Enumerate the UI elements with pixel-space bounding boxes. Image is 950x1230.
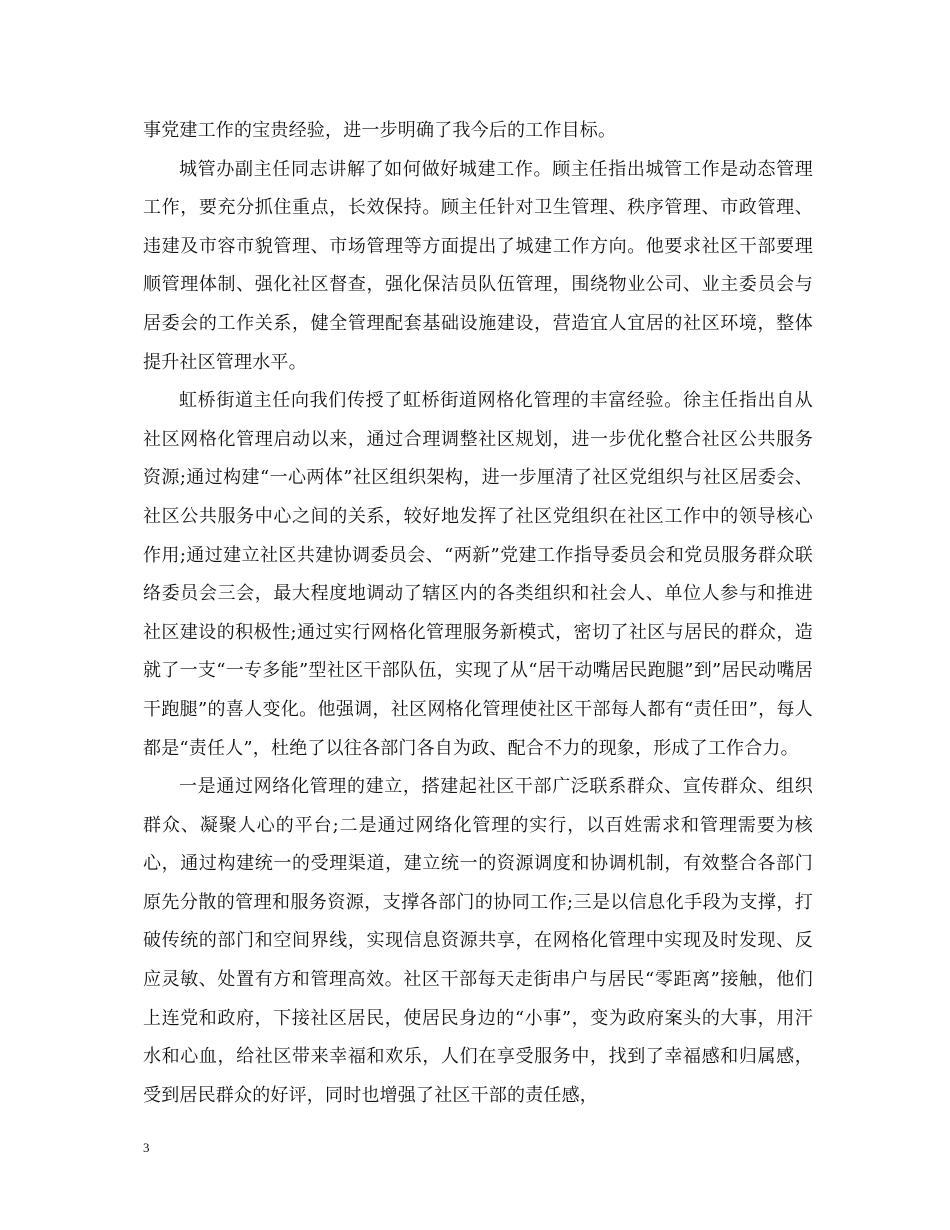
document-body — [143, 112, 813, 1115]
paragraph-urban-management: 城管办副主任同志讲解了如何做好城建工作。顾主任指出城管工作是动态管理工作，要充分抓住重点，长效保持。顾主任针对卫生管理、秩序管理、市政管理、违建及市容市貌管理、市场管理等方面提出了城建工作方向。他要求社区干部要理顺管理体制、强化社区督查，强化保洁员队伍管理，围绕物业公司、业主委员会与居委会的工作关系，健全管理配套基础设施建设，营造宜人宜居的社区环境，整体提升社区管理水平。 — [143, 158, 813, 373]
paragraph-network-management-benefits: 一是通过网络化管理的建立，搭建起社区干部广泛联系群众、宣传群众、组织群众、凝聚人心的平台;二是通过网络化管理的实行，以百姓需求和管理需要为核心，通过构建统一的受理渠道，建立统一的资源调度和协调机制，有效整合各部门原先分散的管理和服务资源，支撑各部门的协同工作;三是以信息化手段为支撑，打破传统的部门和空间界线，实现信息资源共享，在网格化管理中实现及时发现、反应灵敏、处置有方和管理高效。社区干部每天走街串户与居民“零距离”接触，他们上连党和政府，下接社区居民，使居民身边的“小事”，变为政府案头的大事，用汗水和心血，给社区带来幸福和欢乐，人们在享受服务中，找到了幸福感和归属感，受到居民群众的好评，同时也增强了社区干部的责任感， — [143, 776, 813, 1106]
paragraph-hongqiao-grid-management: 虹桥街道主任向我们传授了虹桥街道网格化管理的丰富经验。徐主任指出自从社区网格化管理启动以来，通过合理调整社区规划，进一步优化整合社区公共服务资源;通过构建“一心两体”社区组织架构，进一步厘清了社区党组织与社区居委会、社区公共服务中心之间的关系，较好地发挥了社区党组织在社区工作中的领导核心作用;通过建立社区共建协调委员会、“两新”党建工作指导委员会和党员服务群众联络委员会三会，最大程度地调动了辖区内的各类组织和社会人、单位人参与和推进社区建设的积极性;通过实行网格化管理服务新模式，密切了社区与居民的群众，造就了一支“一专多能”型社区干部队伍，实现了从“居干动嘴居民跑腿”到”居民动嘴居干跑腿”的喜人变化。他强调，社区网格化管理使社区干部每人都有“责任田”，每人都是“责任人”，杜绝了以往各部门各自为政、配合不力的现象，形成了工作合力。 — [143, 390, 813, 759]
page-number: 3 — [143, 1140, 150, 1155]
paragraph-continuation: 事党建工作的宝贵经验，进一步明确了我今后的工作目标。 — [143, 120, 617, 141]
